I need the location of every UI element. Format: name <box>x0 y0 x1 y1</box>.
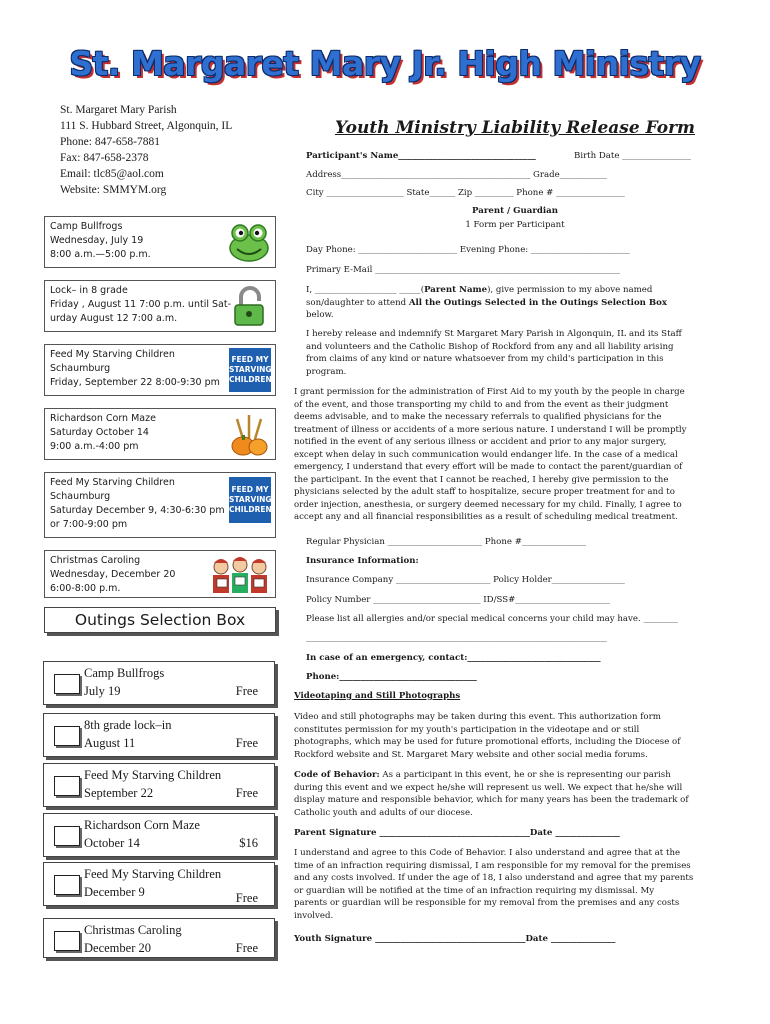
paragraph-line: photographs, which may be used for future promotional efforts, including the Diocese of <box>294 737 681 747</box>
outing-checkbox[interactable] <box>54 931 80 951</box>
paragraph-line: except when delay in such communication would endanger life. In the case of a medical <box>294 449 678 460</box>
event-feed-my-starving-children-sept <box>44 344 276 396</box>
paragraph-line: time of an infraction requiring dismissal, I am responsible for my removal for the premises <box>294 860 691 871</box>
agreement-paragraph <box>294 847 693 922</box>
paragraph-line: Video and still photographs may be taken during this event. This authorization form <box>294 712 661 722</box>
outing-checkbox[interactable] <box>54 726 80 746</box>
outing-price: Free <box>235 786 258 800</box>
outing-price: Free <box>235 891 258 905</box>
paragraph-line: I understand and agree to this Code of Behavior. I also understand and agree that at the <box>294 848 681 858</box>
address-field[interactable]: Address____________________________________________ Grade___________ <box>306 170 607 180</box>
permission-text: I, ___________________ _____( <box>306 285 425 295</box>
outing-date: August 11 <box>84 736 136 750</box>
outing-name: Richardson Corn Maze <box>84 818 200 832</box>
paragraph-line: I hereby release and indemnify St Margaret Mary Parish in Algonquin, IL and its Staff <box>306 329 682 339</box>
paragraph-line: or guardian will be notified at the time of an infraction requiring my dismissal. My <box>294 885 655 896</box>
event-camp-bullfrogs <box>44 216 276 268</box>
outing-date: September 22 <box>84 786 154 800</box>
carolers-icon <box>209 555 271 595</box>
event-line: Wednesday, December 20 <box>50 569 176 580</box>
event-line: Wednesday, July 19 <box>50 235 144 246</box>
event-line: Camp Bullfrogs <box>50 221 123 232</box>
event-line: Lock– in 8 grade <box>50 285 128 296</box>
event-lock-in <box>44 280 276 332</box>
event-feed-my-starving-children-dec <box>44 472 276 538</box>
logo-text: FEED MY <box>231 355 269 364</box>
permission-paragraph <box>306 284 667 322</box>
paragraph-line: order injection, anesthesia, or surgery deemed necessary for my child. Finally, I agree to <box>294 499 682 510</box>
paragraph-line: of the event, and those transporting my child to and from the event as their judgment <box>294 399 669 410</box>
paragraph-line: deems advisable, and to make the necessary referrals to qualified physicians for the <box>294 412 662 422</box>
paragraph-line: Rockford website and St. Margaret Mary website and other social media forums. <box>294 749 648 760</box>
outing-checkbox[interactable] <box>54 875 80 895</box>
event-line: Friday , August 11 7:00 p.m. until Sat- <box>50 299 231 310</box>
address-line: Fax: 847-658-2378 <box>60 152 149 164</box>
outing-checkbox[interactable] <box>54 826 80 846</box>
outing-option-feed-my-starving-children-sept[interactable] <box>43 763 275 807</box>
paragraph-line: the participant. In the event that I cannot be reached, I hereby give permission to the <box>294 474 669 485</box>
participant-name-field[interactable]: Participant's Name________________________________ <box>306 151 536 161</box>
permission-text: son/daughter to attend <box>306 297 409 308</box>
outing-name: Feed My Starving Children <box>84 867 222 881</box>
parent-guardian-subheading: 1 Form per Participant <box>465 220 565 230</box>
insurance-company-field[interactable]: Insurance Company ______________________ Policy Holder_________________ <box>306 575 625 585</box>
conduct-label: Code of Behavior: <box>294 770 380 780</box>
outing-checkbox[interactable] <box>54 776 80 796</box>
event-line: 8:00 a.m.—5:00 p.m. <box>50 249 151 260</box>
outing-price: Free <box>235 736 258 750</box>
outing-checkbox[interactable] <box>54 674 80 694</box>
event-line: Feed My Starving Children <box>50 349 175 360</box>
paragraph-line: program. <box>306 366 347 377</box>
banner-title: St. Margaret Mary Jr. High Ministry <box>69 44 701 83</box>
outing-date: October 14 <box>84 836 140 850</box>
pumpkin-icon <box>227 413 271 457</box>
event-line: Saturday October 14 <box>50 427 149 438</box>
paragraph-line: and volunteers and the Catholic Bishop of Rockford from any and all liability arising <box>306 341 674 352</box>
paragraph-line: constitutes permission for my youth's participation in the videotape and or still <box>294 724 640 735</box>
parent-signature-field[interactable]: Parent Signature ___________________________________Date _______________ <box>294 828 620 838</box>
event-line: 9:00 a.m.-4:00 pm <box>50 441 139 452</box>
event-line: urday August 12 7:00 a.m. <box>50 313 178 324</box>
paragraph-line: from claims of any kind or nature whatsoever from my child's participation in this <box>306 354 664 364</box>
paragraph-line: parents or guardian will be responsible for my removal from the premises and any costs <box>294 898 680 908</box>
video-paragraph <box>294 711 680 761</box>
paragraph-line: treatment of illness or accidents of a more serious nature. I understand I will be promptly <box>294 424 687 435</box>
paragraph-line: display mature and responsible behavior, which for many years has been the trademark of <box>294 795 689 805</box>
emergency-phone-field[interactable]: Phone:________________________________ <box>306 672 477 682</box>
outing-price: Free <box>235 684 258 698</box>
paragraph-line: accept any and all financial responsibilities as a result of scheduling medical treatment. <box>294 512 678 522</box>
insurance-heading: Insurance Information: <box>306 556 419 566</box>
paragraph-line: physicians selected by the adult staff to hospitalize, secure proper treatment for and to <box>294 487 675 497</box>
primary-email-field[interactable]: Primary E-Mail _________________________________________________________ <box>306 265 621 275</box>
phone-fields[interactable]: Day Phone: _______________________ Evening Phone: _______________________ <box>306 245 630 255</box>
event-line: Feed My Starving Children <box>50 477 175 488</box>
event-line: Schaumburg <box>50 491 111 502</box>
address-line: Email: tlc85@aol.com <box>60 168 164 180</box>
parent-guardian-heading: Parent / Guardian <box>472 206 558 216</box>
physician-field[interactable]: Regular Physician ______________________ Phone #_______________ <box>306 537 587 547</box>
first-aid-paragraph <box>294 386 687 524</box>
outing-option-corn-maze[interactable] <box>43 813 275 857</box>
outing-option-camp-bullfrogs[interactable] <box>43 661 275 705</box>
outing-option-feed-my-starving-children-dec[interactable] <box>43 862 275 906</box>
paragraph-line: emergency, I understand that every effort will be made to contact the parent/guardian of <box>294 462 683 472</box>
allergies-field[interactable]: Please list all allergies and/or special medical concerns your child may have. ________ <box>306 614 678 624</box>
ministry-banner <box>0 44 770 83</box>
birth-date-field[interactable]: Birth Date ________________ <box>574 151 691 161</box>
permission-emphasis: All the Outings Selected in the Outings Selection Box <box>408 297 668 308</box>
allergies-field-continued[interactable]: ______________________________________________________________________ <box>306 633 607 643</box>
address-line: Website: SMMYM.org <box>60 184 167 196</box>
policy-number-field[interactable]: Policy Number _________________________ ID/SS#______________________ <box>306 595 610 605</box>
paragraph-line: notified in the event of any serious illness or accident and prior to any major surgery, <box>294 437 667 447</box>
event-line: Friday, September 22 8:00-9:30 pm <box>50 377 220 388</box>
youth-signature-field[interactable]: Youth Signature ___________________________________Date _______________ <box>294 934 616 944</box>
outing-name: Camp Bullfrogs <box>84 666 165 680</box>
code-of-behavior-paragraph <box>294 769 689 819</box>
parent-name-label: Parent Name <box>424 285 488 295</box>
outing-date: December 20 <box>84 941 151 955</box>
outing-price: $16 <box>239 836 258 850</box>
outing-option-christmas-caroling[interactable] <box>43 918 275 958</box>
outing-date: July 19 <box>84 684 121 698</box>
parish-address <box>60 102 232 198</box>
permission-text: below. <box>306 310 334 320</box>
logo-text: STARVING <box>229 365 272 374</box>
outing-name: Christmas Caroling <box>84 923 182 937</box>
paragraph-line: during this event and we expect he/she will represent us well. We expect that he/she will <box>294 782 683 793</box>
event-line: or 7:00-9:00 pm <box>50 519 128 530</box>
paragraph-line: I grant permission for the administration of First Aid to my youth by the people in charge <box>294 387 685 397</box>
outing-date: December 9 <box>84 885 145 899</box>
paragraph-line: Catholic youth and adults of our diocese. <box>294 807 473 818</box>
address-line: 111 S. Hubbard Street, Algonquin, IL <box>60 120 233 132</box>
logo-text: CHILDREN <box>229 505 272 514</box>
event-richardson-corn-maze <box>44 408 276 460</box>
address-line: St. Margaret Mary Parish <box>60 104 177 116</box>
event-line: Christmas Caroling <box>50 555 141 566</box>
form-title: Youth Ministry Liability Release Form <box>334 118 696 138</box>
padlock-icon <box>229 285 271 329</box>
event-line: Saturday December 9, 4:30-6:30 pm <box>50 505 225 516</box>
logo-text: FEED MY <box>231 485 269 494</box>
event-christmas-caroling <box>44 550 276 598</box>
feed-my-starving-children-logo <box>229 348 271 392</box>
paragraph-line: involved. <box>294 910 334 921</box>
address-line: Phone: 847-658-7881 <box>60 136 160 148</box>
paragraph-line: As a participant in this event, he or she is representing our parish <box>379 770 671 780</box>
event-line: Richardson Corn Maze <box>50 413 156 424</box>
outing-option-lock-in[interactable] <box>43 713 275 757</box>
outing-name: Feed My Starving Children <box>84 768 222 782</box>
logo-text: STARVING <box>229 495 272 504</box>
logo-text: CHILDREN <box>229 375 272 384</box>
feed-my-starving-children-logo <box>229 477 271 523</box>
city-state-zip-phone-field[interactable]: City __________________ State______ Zip _________ Phone # ________________ <box>306 188 625 198</box>
outing-price: Free <box>235 941 258 955</box>
paragraph-line: and any costs involved. If under the age of 18, I also understand and agree that my parents <box>294 873 694 883</box>
event-line: Schaumburg <box>50 363 111 374</box>
frog-icon <box>227 221 271 263</box>
release-paragraph <box>306 328 682 378</box>
event-line: 6:00-8:00 p.m. <box>50 583 121 594</box>
outing-name: 8th grade lock–in <box>84 718 172 732</box>
emergency-contact-field[interactable]: In case of an emergency, contact:_______________________________ <box>306 653 601 663</box>
permission-text: ), give permission to my above named <box>487 285 653 295</box>
video-heading: Videotaping and Still Photographs <box>294 691 461 701</box>
outings-selection-title: Outings Selection Box <box>44 607 276 633</box>
